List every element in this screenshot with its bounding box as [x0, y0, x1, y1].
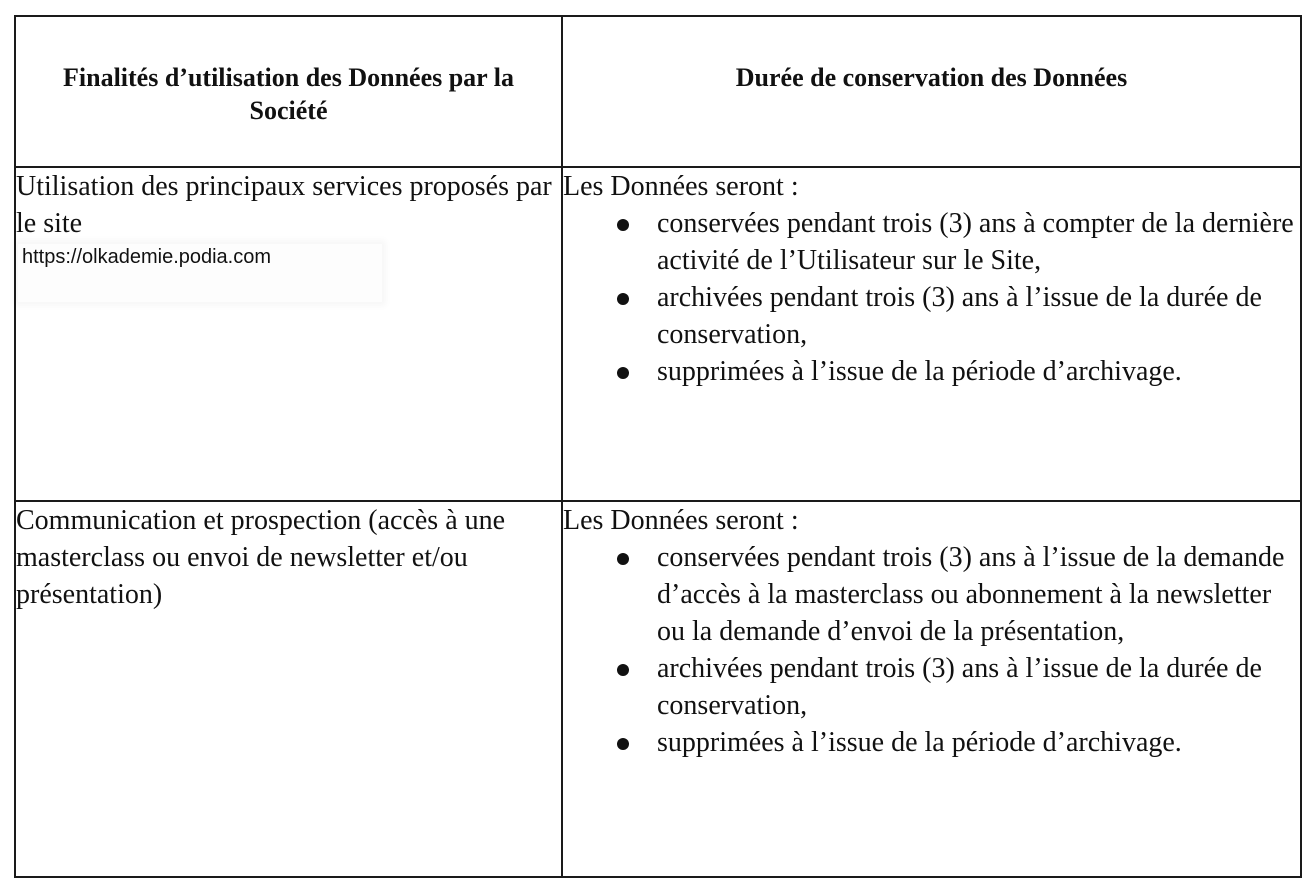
list-item	[563, 724, 1300, 761]
list-item-text: conservées pendant trois (3) ans à l’issue de la demande d’accès à la masterclass ou abonnement à la newsletter ou la demande d’envoi de la présentation,	[657, 542, 1285, 647]
list-item-text: supprimées à l’issue de la période d’archivage.	[657, 727, 1182, 758]
list-item-text: conservées pendant trois (3) ans à compter de la dernière activité de l’Utilisateur sur le Site,	[657, 208, 1294, 276]
list-item-text: supprimées à l’issue de la période d’archivage.	[657, 356, 1182, 387]
site-url[interactable]: https://olkademie.podia.com	[18, 244, 382, 302]
data-retention-table	[14, 15, 1302, 878]
bullet-icon	[617, 664, 629, 676]
bullet-icon	[617, 553, 629, 565]
retention-cell	[562, 501, 1301, 877]
list-item	[563, 353, 1300, 390]
list-item-text: archivées pendant trois (3) ans à l’issue de la durée de conservation,	[657, 282, 1262, 350]
bullet-icon	[617, 219, 629, 231]
retention-list	[563, 205, 1300, 390]
header-retention: Durée de conservation des Données	[562, 16, 1301, 167]
purpose-text: Communication et prospection (accès à une masterclass ou envoi de newsletter et/ou présentation)	[16, 505, 506, 610]
retention-intro: Les Données seront :	[563, 505, 799, 536]
list-item	[563, 279, 1300, 353]
purpose-text: Utilisation des principaux services proposés par le site	[16, 171, 552, 239]
retention-list	[563, 539, 1300, 761]
table-row	[15, 167, 1301, 501]
retention-intro: Les Données seront :	[563, 171, 799, 202]
list-item	[563, 539, 1300, 650]
purpose-cell	[15, 167, 562, 501]
list-item-text: archivées pendant trois (3) ans à l’issue de la durée de conservation,	[657, 653, 1262, 721]
purpose-cell	[15, 501, 562, 877]
retention-cell	[562, 167, 1301, 501]
list-item	[563, 205, 1300, 279]
header-purposes: Finalités d’utilisation des Données par la Société	[15, 16, 562, 167]
table-row	[15, 501, 1301, 877]
table-header-row	[15, 16, 1301, 167]
list-item	[563, 650, 1300, 724]
bullet-icon	[617, 367, 629, 379]
bullet-icon	[617, 738, 629, 750]
bullet-icon	[617, 293, 629, 305]
